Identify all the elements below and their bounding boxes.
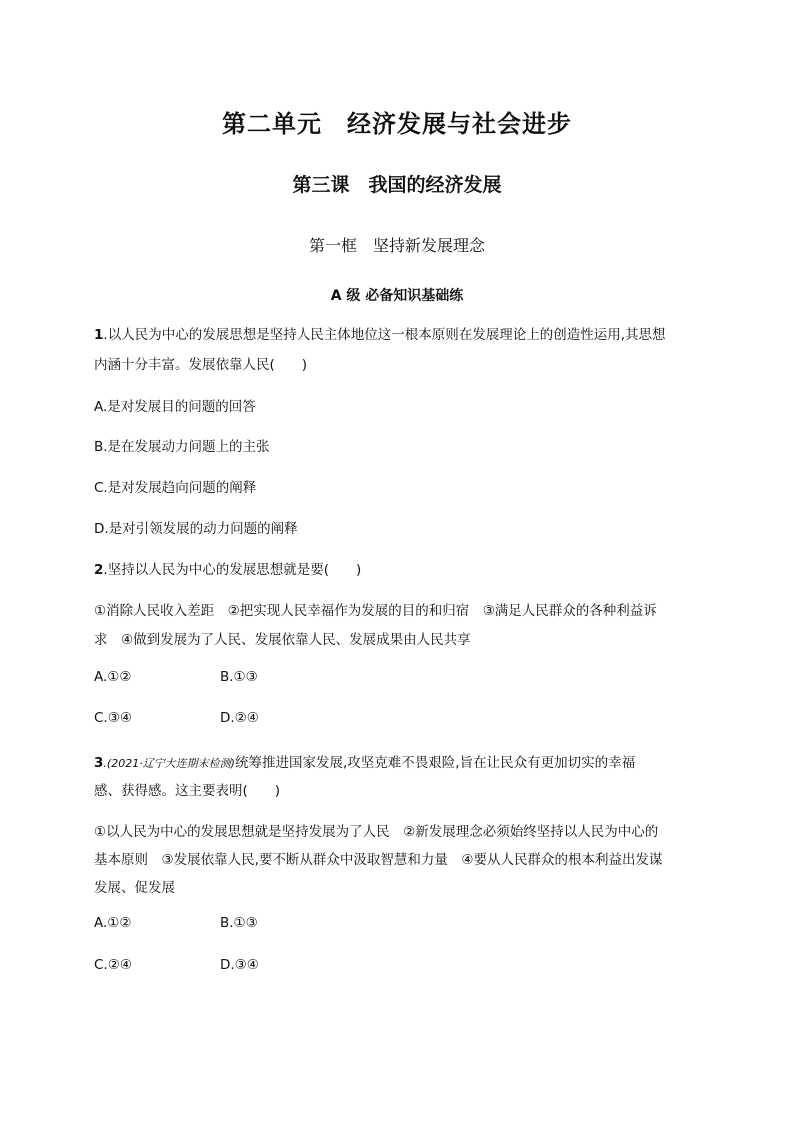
q2-number: 2: [94, 562, 104, 578]
lesson-title: 第三课 我国的经济发展: [292, 174, 502, 196]
q3-items-line2: 基本原则 ③发展依靠人民,要不断从群众中汲取智慧和力量 ④要从人民群众的根本利益出发谋: [94, 852, 663, 868]
unit-title: 第二单元 经济发展与社会进步: [222, 110, 572, 138]
q3-source: .(2021·辽宁大连期末检测): [103, 757, 235, 770]
q3-option-b[interactable]: B.①③: [220, 915, 258, 931]
q1-option-d[interactable]: D.是对引领发展的动力问题的阐释: [94, 521, 298, 537]
frame-title: 第一框 坚持新发展理念: [308, 236, 485, 255]
q1-stem-line1: 1.以人民为中心的发展思想是坚持人民主体地位这一根本原则在发展理论上的创造性运用,其思想: [94, 327, 666, 343]
q3-stem-line1: 3.(2021·辽宁大连期末检测)统筹推进国家发展,攻坚克难不畏艰险,旨在让民众有更加切实的幸福: [94, 755, 636, 771]
q2-option-b[interactable]: B.①③: [220, 669, 258, 685]
q3-option-d[interactable]: D.③④: [220, 957, 259, 973]
q2-items-line1: ①消除人民收入差距 ②把实现人民幸福作为发展的目的和归宿 ③满足人民群众的各种利益诉: [94, 603, 657, 619]
q1-option-b[interactable]: B.是在发展动力问题上的主张: [94, 439, 270, 455]
q3-number: 3: [94, 755, 104, 771]
q2-option-d[interactable]: D.②④: [220, 710, 259, 726]
q3-items-line3: 发展、促发展: [94, 880, 175, 896]
q3-stem-line2: 感、获得感。这主要表明( ): [94, 783, 281, 799]
q2-stem: 2.坚持以人民为中心的发展思想就是要( ): [94, 562, 362, 578]
q2-option-a[interactable]: A.①②: [94, 669, 132, 685]
q1-number: 1: [94, 327, 104, 343]
q3-items-line1: ①以人民为中心的发展思想就是坚持发展为了人民 ②新发展理念必须始终坚持以人民为中心的: [94, 824, 659, 840]
q2-items-line2: 求 ④做到发展为了人民、发展依靠人民、发展成果由人民共享: [94, 632, 471, 648]
q2-option-c[interactable]: C.③④: [94, 710, 132, 726]
q1-stem-line2: 内涵十分丰富。发展依靠人民( ): [94, 357, 308, 373]
q3-option-c[interactable]: C.②④: [94, 957, 132, 973]
q1-option-c[interactable]: C.是对发展趋向问题的阐释: [94, 480, 257, 496]
q1-option-a[interactable]: A.是对发展目的问题的回答: [94, 399, 256, 415]
level-heading: A 级 必备知识基础练: [330, 288, 464, 304]
q3-option-a[interactable]: A.①②: [94, 915, 132, 931]
